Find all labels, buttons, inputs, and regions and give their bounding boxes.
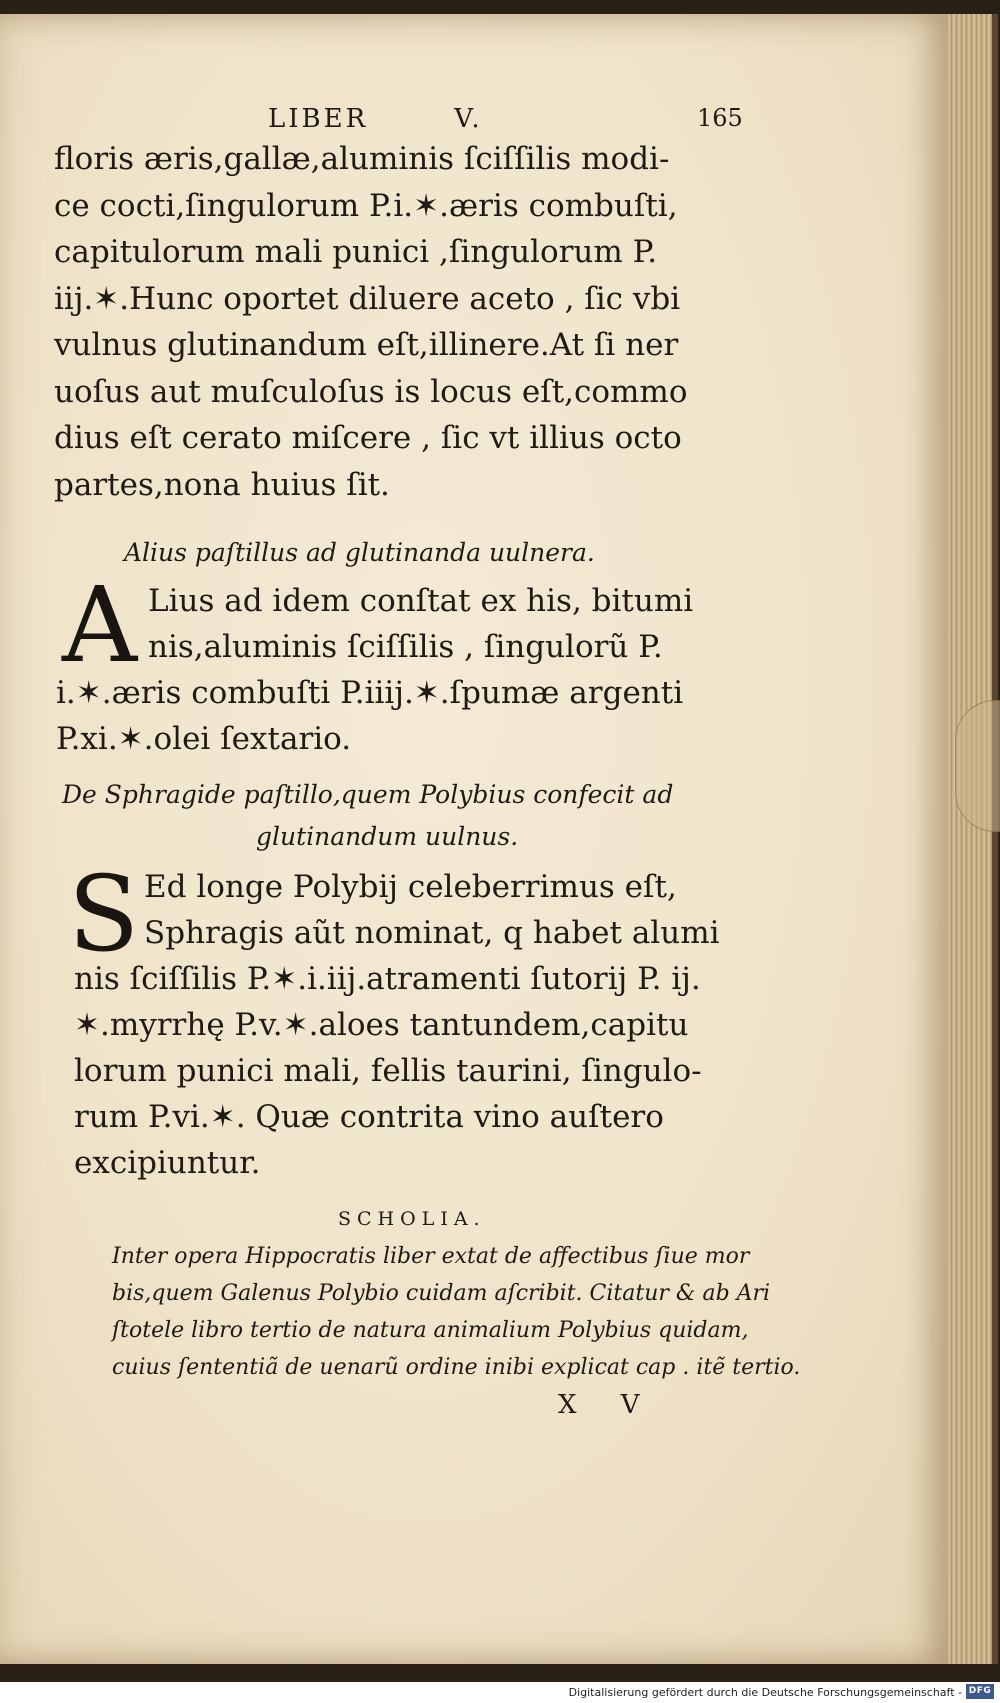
drop-cap-s: S [68,853,140,975]
text-line: capitulorum mali punici ,ſingulorum P. [54,234,658,270]
scholia-paragraph [112,1238,801,1386]
scholia-line: ſtotele libro tertio de natura animalium Polybius quidam, [112,1318,749,1343]
text-line: vulnus glutinandum eſt,illinere.At ſi ner [54,327,679,363]
dfg-logo: DFG [966,1684,994,1699]
scholia-line: bis,quem Galenus Polybio cuidam aſcribit. Citatur & ab Ari [112,1281,771,1306]
text-line: i.✶.æris combuſti P.iiij.✶.ſpumæ argenti [56,675,684,711]
text-line: Sphragis aũt nominat, q habet alumi [144,915,720,951]
text-line: floris æris,gallæ,aluminis ſciſſilis modi- [54,141,670,177]
text-line: ce cocti,ſingulorum P.i.✶.æris combuſti, [54,187,678,224]
section-heading-1: Alius paſtillus ad glutinanda uulnera. [124,538,595,567]
funding-credit: Digitalisierung gefördert durch die Deutsche Forschungsgemeinschaft - [568,1686,962,1699]
scholia-heading: SCHOLIA. [338,1208,486,1230]
text-line: rum P.vi.✶. Quæ contrita vino auſtero [74,1099,664,1135]
text-line: Lius ad idem conſtat ex his, bitumi [148,583,694,619]
text-line: Ed longe Polybij celeberrimus eſt, [144,869,677,905]
drop-cap-a: A [62,564,138,686]
section-heading-2-continued: glutinandum uulnus. [256,822,519,851]
body-paragraph-2 [56,578,762,762]
section-heading-2: De Sphragide paſtillo,quem Polybius confecit ad [62,780,674,809]
body-paragraph-1 [54,136,754,508]
page-number: 165 [697,104,743,132]
text-line: nis ſciſſilis P.✶.i.iij.atramenti ſutorij P. ij. [74,961,701,997]
page-fore-edge [948,14,998,1664]
page-tab-mark [955,700,1000,832]
text-line: ✶.myrrhę P.v.✶.aloes tantundem,capitu [74,1007,689,1043]
text-line: P.xi.✶.olei ſextario. [56,721,352,757]
scholia-line: cuius ſententiã de uenarũ ordine inibi explicat cap . itẽ tertio. [112,1355,801,1380]
body-paragraph-3 [74,864,774,1186]
text-line: nis,aluminis ſciſſilis , ſingulorũ P. [148,629,663,665]
scholia-line: Inter opera Hippocratis liber extat de affectibus ſiue mor [112,1244,750,1269]
text-line: dius eſt cerato miſcere , ſic vt illius octo [54,420,682,456]
running-head-book: V. [454,104,483,134]
text-line: lorum punici mali, fellis taurini, ſingulo- [74,1053,702,1089]
gathering-signature: X V [558,1390,658,1420]
running-head-liber: LIBER [268,104,369,134]
text-line: excipiuntur. [74,1145,261,1181]
text-line: uoſus aut muſculoſus is locus eſt,commo [54,373,688,410]
text-line: partes,nona huius ſit. [54,466,390,503]
text-line: iij.✶.Hunc oportet diluere aceto , ſic vbi [54,280,681,317]
running-head [268,104,569,134]
